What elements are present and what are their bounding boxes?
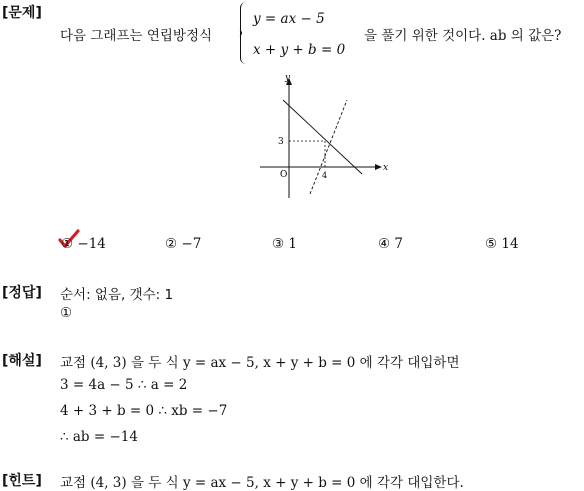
answer-text: 순서: 없음, 갯수: 1 (60, 287, 174, 303)
choice-4[interactable] (378, 236, 403, 252)
choice-4-number: ④ (378, 236, 391, 252)
hint-text: 교점 (4, 3) 을 두 식 y = ax − 5, x + y + b = 0 에 각각 대입한다. (60, 475, 464, 491)
choice-5-value: 14 (501, 236, 519, 252)
problem-label: [문제] (2, 5, 42, 21)
equation-2: x + y + b = 0 (253, 42, 346, 58)
y-axis-label: y (285, 73, 291, 83)
solution-line-3: 4 + 3 + b = 0 ∴ xb = −7 (60, 403, 228, 419)
solution-label: [해설] (2, 353, 42, 369)
problem-graph (250, 70, 400, 205)
choice-1-number: ① (61, 236, 74, 252)
equation-1: y = ax − 5 (253, 11, 325, 27)
answer-label: [정답] (2, 285, 42, 301)
choice-4-value: 7 (394, 236, 403, 252)
line-y-ax-minus-5 (310, 100, 347, 194)
choice-2[interactable] (165, 236, 201, 252)
x-axis-arrow (375, 164, 382, 170)
problem-text-after: 을 풀기 위한 것이다. ab 의 값은? (364, 28, 562, 44)
choice-3-number: ③ (272, 236, 285, 252)
choice-1-value: −14 (77, 236, 106, 252)
choice-2-number: ② (165, 236, 178, 252)
choice-5[interactable] (485, 236, 519, 252)
solution-line-2: 3 = 4a − 5 ∴ a = 2 (60, 377, 188, 393)
problem-text-before: 다음 그래프는 연립방정식 (60, 28, 213, 44)
tick-y-3: 3 (278, 137, 284, 147)
solution-line-1: 교점 (4, 3) 을 두 식 y = ax − 5, x + y + b = 0 에 각각 대입하면 (60, 355, 460, 371)
answer-value: ① (60, 305, 73, 321)
choice-5-number: ⑤ (485, 236, 498, 252)
choice-1[interactable] (61, 236, 106, 252)
solution-line-4: ∴ ab = −14 (60, 429, 138, 445)
hint-label: [힌트] (2, 473, 42, 489)
choice-3-value: 1 (288, 236, 297, 252)
system-brace (240, 2, 249, 64)
choice-3[interactable] (272, 236, 297, 252)
tick-x-4: 4 (322, 171, 328, 180)
x-axis-label: x (383, 163, 389, 173)
line-x-y-b (283, 100, 362, 174)
choice-2-value: −7 (181, 236, 202, 252)
origin-label: O (280, 170, 288, 180)
